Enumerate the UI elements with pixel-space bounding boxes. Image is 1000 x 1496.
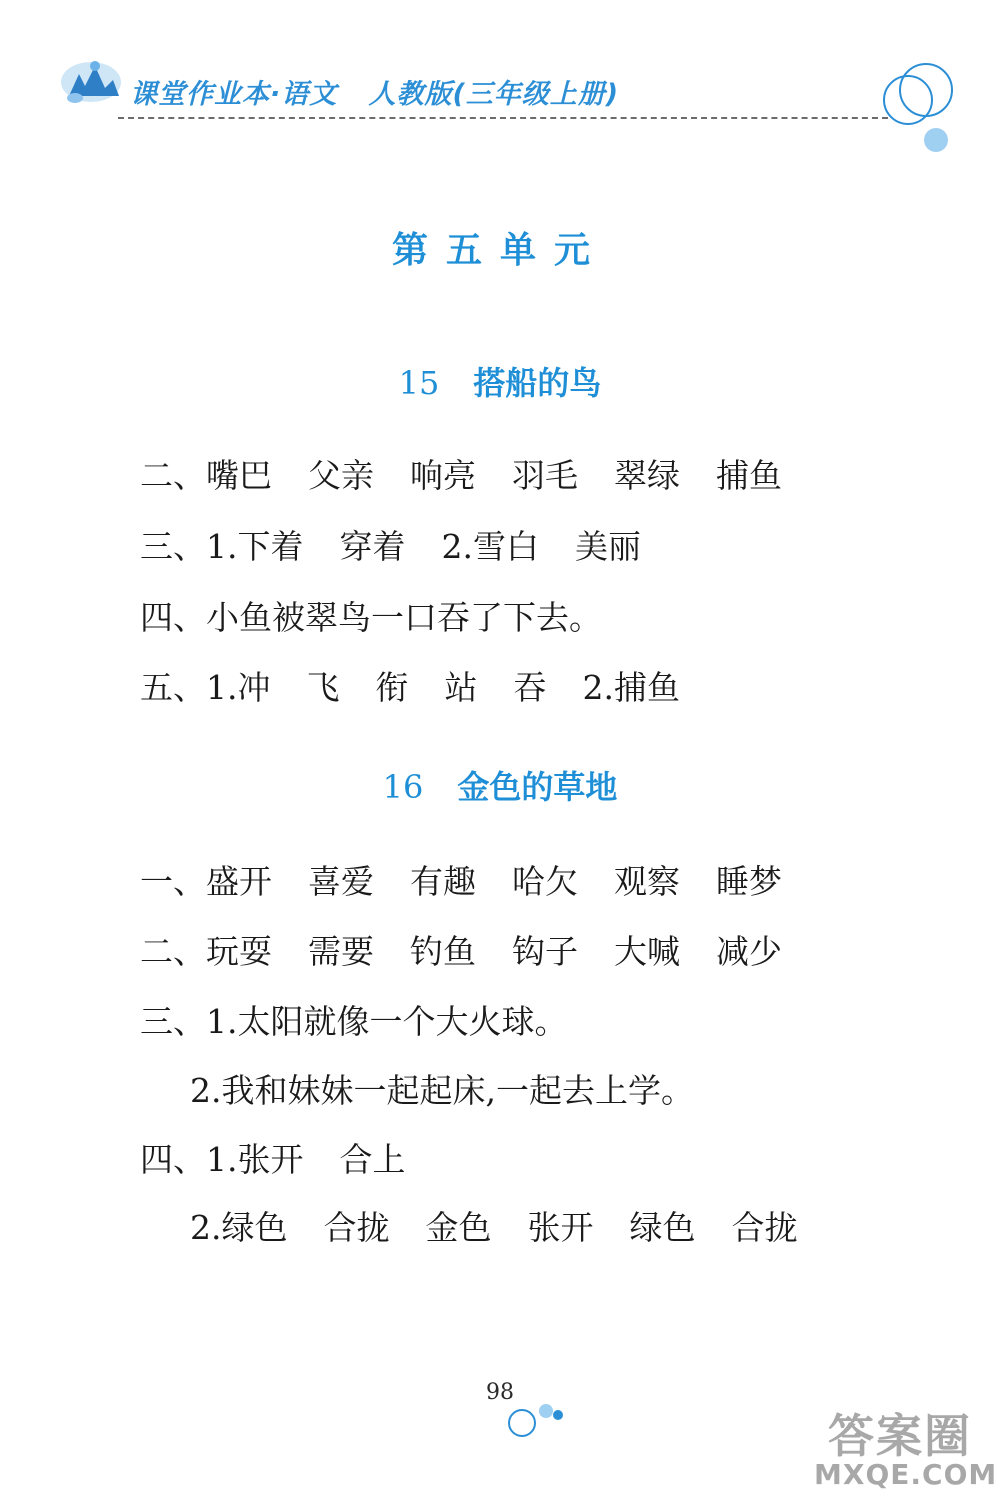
header-title: 课堂作业本·语文 人教版(三年级上册) — [130, 79, 620, 110]
answer-item: 二、嘴巴 — [140, 456, 272, 495]
watermark-logo: 答案圈 — [828, 1409, 972, 1463]
answer-item: 2.捕鱼 — [582, 668, 680, 707]
answer-item: 五、1.冲 — [140, 668, 271, 707]
answer-item: 2.雪白 — [441, 527, 539, 566]
answer-item: 钩子 — [512, 932, 578, 971]
answer-item: 有趣 — [410, 862, 476, 901]
answer-item: 睡梦 — [716, 862, 782, 901]
watermark — [808, 1400, 998, 1495]
answer-item: 三、1.太阳就像一个大火球。 — [140, 1002, 568, 1041]
footer-circles-icon — [500, 1395, 570, 1440]
answer-item: 羽毛 — [512, 456, 578, 495]
answer-item: 张开 — [527, 1208, 594, 1247]
answer-item: 四、1.张开 — [140, 1140, 304, 1179]
answer-item: 父亲 — [308, 456, 374, 495]
answer-item: 翠绿 — [614, 456, 680, 495]
answer-item: 需要 — [308, 932, 374, 971]
answer-line — [140, 862, 782, 902]
answer-item: 捕鱼 — [716, 456, 782, 495]
answer-item: 穿着 — [339, 527, 406, 566]
answer-item: 绿色 — [629, 1208, 696, 1247]
answer-item: 飞 — [306, 668, 340, 707]
answer-item: 2.绿色 — [190, 1208, 288, 1247]
lesson-name: 金色的草地 — [457, 768, 618, 806]
answer-item: 响亮 — [410, 456, 476, 495]
answer-item: 站 — [444, 668, 478, 707]
answer-line — [140, 456, 782, 496]
answer-item: 合拢 — [323, 1208, 390, 1247]
unit-title: 第五单元 — [391, 230, 608, 271]
answer-item: 合拢 — [731, 1208, 798, 1247]
answer-line — [140, 932, 782, 972]
answer-line — [140, 598, 602, 638]
answer-item: 四、小鱼被翠鸟一口吞了下去。 — [140, 598, 602, 637]
lesson-number: 15 — [398, 364, 440, 402]
answer-item: 衔 — [375, 668, 409, 707]
lesson-number: 16 — [382, 768, 424, 806]
answer-item: 一、盛开 — [140, 862, 272, 901]
answer-item: 金色 — [425, 1208, 492, 1247]
lesson-title — [0, 762, 1000, 808]
answer-item: 观察 — [614, 862, 680, 901]
answer-item: 钓鱼 — [410, 932, 476, 971]
answer-item: 喜爱 — [308, 862, 374, 901]
answer-line — [190, 1071, 694, 1111]
page-number: 98 — [486, 1380, 514, 1405]
answer-line — [140, 1002, 568, 1042]
answer-item: 美丽 — [575, 527, 641, 566]
answer-item: 三、1.下着 — [140, 527, 304, 566]
answer-item: 减少 — [716, 932, 782, 971]
answer-item: 二、玩耍 — [140, 932, 272, 971]
answer-item: 合上 — [339, 1140, 406, 1179]
answer-line — [140, 527, 641, 567]
lesson-title — [0, 358, 1000, 404]
answer-line — [140, 668, 680, 708]
bird-logo-icon — [55, 52, 127, 108]
answer-item: 2.我和妹妹一起起床,一起去上学。 — [190, 1071, 694, 1110]
answer-line — [140, 1140, 406, 1180]
header-rule — [118, 117, 888, 119]
circles-decoration-icon — [876, 58, 966, 158]
answer-item: 吞 — [513, 668, 547, 707]
watermark-url: MXQE.COM — [814, 1458, 998, 1491]
answer-item: 大喊 — [614, 932, 680, 971]
lesson-name: 搭船的鸟 — [473, 364, 602, 402]
answer-line — [190, 1208, 798, 1248]
answer-item: 哈欠 — [512, 862, 578, 901]
